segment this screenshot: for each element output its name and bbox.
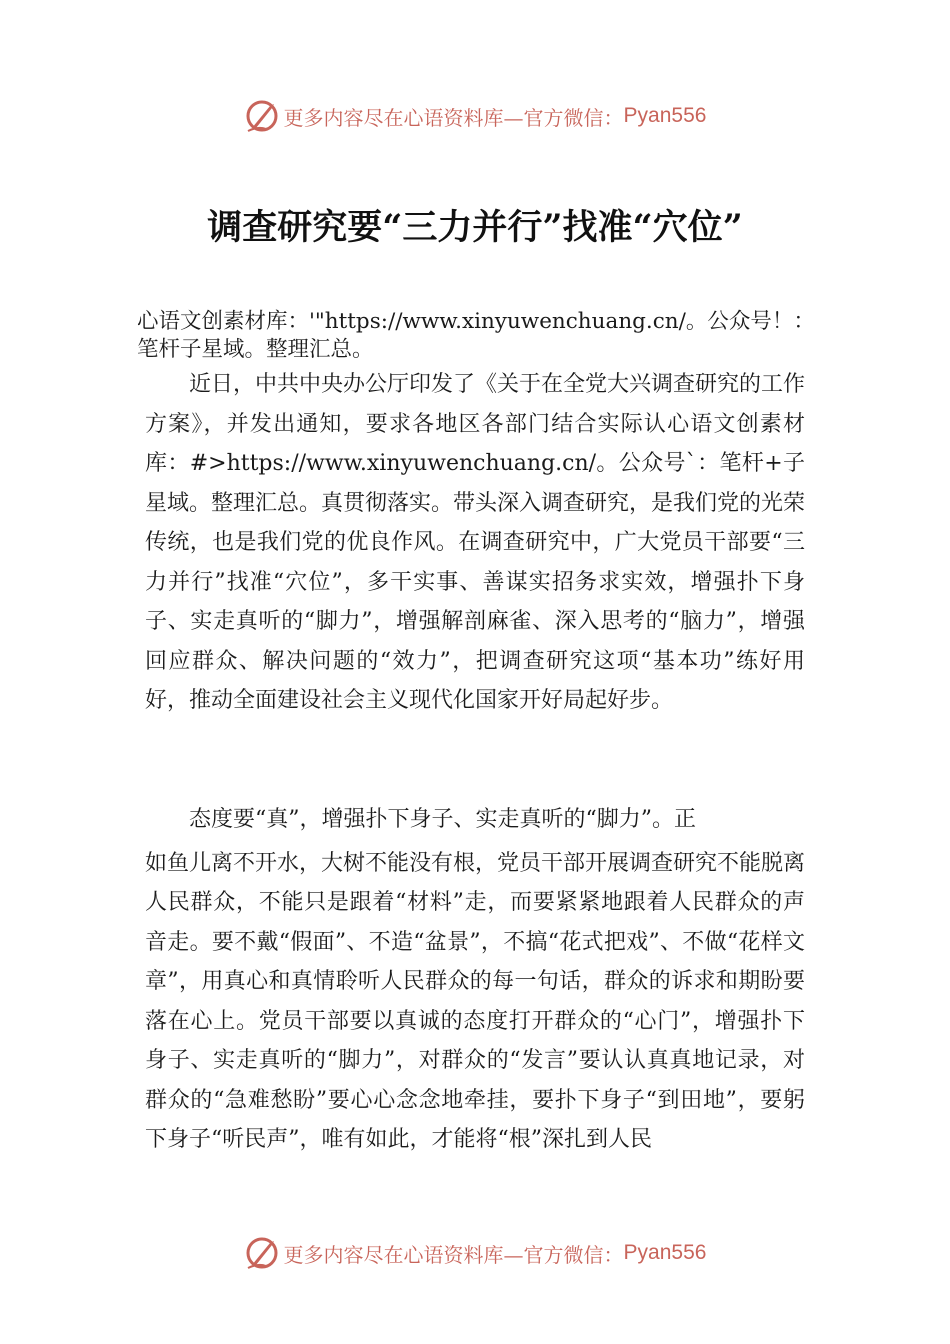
paragraph-attitude (145, 800, 805, 1160)
watermark-text: 更多内容尽在心语资料库—官方微信： (283, 105, 624, 130)
quill-logo-icon (244, 1235, 280, 1271)
watermark-wechat-id: Pyan556 (623, 1241, 707, 1264)
quill-logo-icon (244, 98, 280, 134)
watermark-wechat-id: Pyan556 (623, 104, 707, 127)
watermark-text: 更多内容尽在心语资料库—官方微信： (283, 1242, 624, 1267)
watermark-banner-top (0, 96, 950, 136)
paragraph-intro: 近日，中共中央办公厅印发了《关于在全党大兴调查研究的工作方案》，并发出通知，要求各地区各部门结合实际认心语文创素材库：#>https://www.xinyuwenchuang.cn/。公众号`：笔杆+子星域。整理汇总。真贯彻落实。带头深入调查研究，是我们党的光荣传统，也是我们党的优良作风。在调查研究中，广大党员干部要“三力并行”找准“穴位”，多干实事、善谋实招务求实效，增强扑下身子、实走真听的“脚力”，增强解剖麻雀、深入思考的“脑力”，增强回应群众、解决问题的“效力”，把调查研究这项“基本功”练好用好，推动全面建设社会主义现代化国家开好局起好步。 (145, 372, 806, 713)
watermark-banner-bottom (0, 1233, 950, 1273)
paragraph-attitude-lead: 态度要“真”，增强扑下身子、实走真听的“脚力”。正 (189, 807, 696, 832)
document-title: 调查研究要“三力并行”找准“穴位” (207, 207, 743, 248)
paragraph-attitude-body: 如鱼儿离不开水，大树不能没有根，党员干部开展调查研究不能脱离人民群众，不能只是跟着“材料”走，而要紧紧地跟着人民群众的声音走。要不戴“假面”、不造“盆景”，不搞“花式把戏”、不做“花样文章”，用真心和真情聆听人民群众的每一句话，群众的诉求和期盼要落在心上。党员干部要以真诚的态度打开群众的“心门”，增强扑下身子、实走真听的“脚力”，对群众的“发言”要认认真真地记录，对群众的“急难愁盼”要心心念念地牵挂，要扑下身子“到田地”，要躬下身子“听民声”，唯有如此，才能将“根”深扎到人民 (145, 850, 806, 1152)
source-line: 心语文创素材库：'"https://www.xinyuwenchuang.cn/。公众号！：笔杆子星域。整理汇总。 (137, 309, 815, 362)
